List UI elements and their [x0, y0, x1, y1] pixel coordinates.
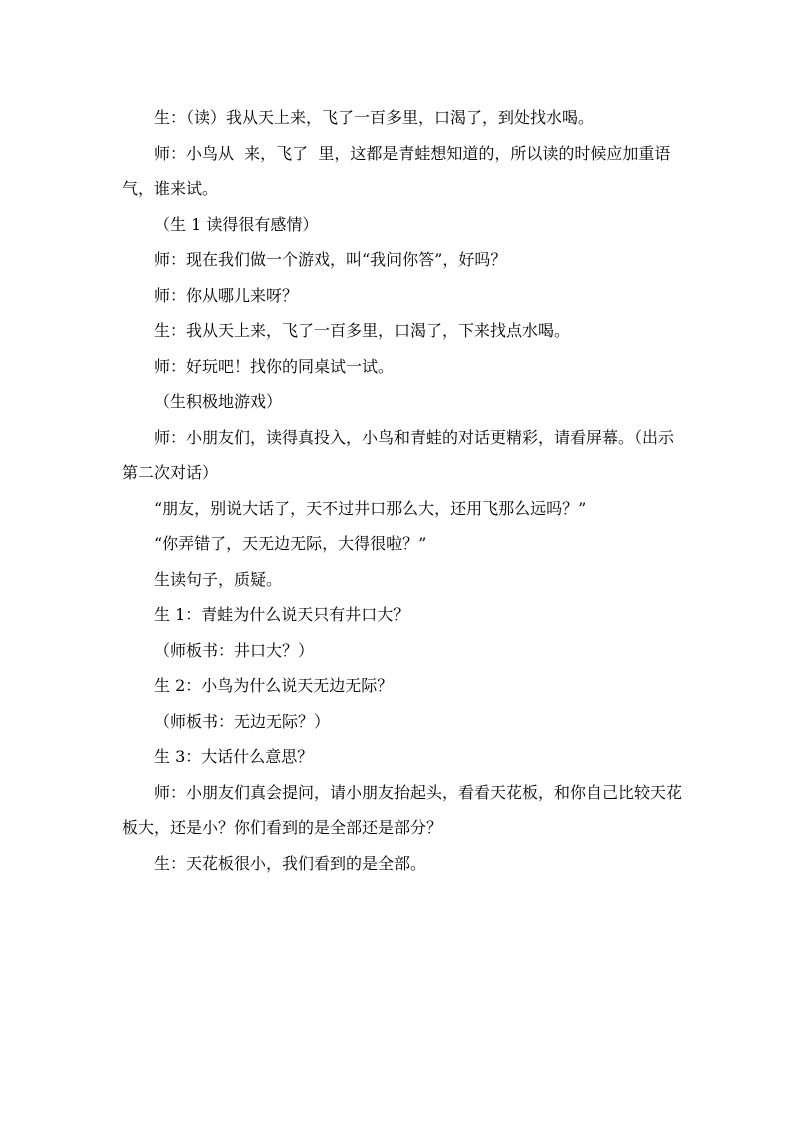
paragraph: 师：小鸟从 来，飞了 里，这都是青蛙想知道的，所以读的时候应加重语气，谁来试。: [122, 143, 671, 198]
paragraph: “朋友，别说大话了，天不过井口那么大，还用飞那么远吗？”: [154, 498, 587, 518]
paragraph: 师：现在我们做一个游戏，叫“我问你答”，好吗？: [154, 250, 507, 269]
paragraph: “你弄错了，天无边无际，大得很啦？”: [154, 534, 427, 553]
paragraph: （生 1 读得很有感情）: [154, 214, 319, 234]
paragraph: 师：好玩吧！找你的同桌试一试。: [154, 356, 395, 376]
paragraph: （师板书：井口大？）: [154, 640, 315, 660]
document-body: [122, 100, 682, 881]
paragraph: （生积极地游戏）: [154, 392, 283, 411]
paragraph: 生：天花板很小，我们看到的是全部。: [154, 853, 427, 873]
paragraph: 生：（读）我从天上来，飞了一百多里，口渴了，到处找水喝。: [154, 108, 595, 127]
paragraph: 师：小朋友们真会提问，请小朋友抬起头，看看天花板，和你自己比较天花板大，还是小？你们看到的是全部还是部分？: [122, 782, 683, 837]
paragraph: 师：小朋友们，读得真投入，小鸟和青蛙的对话更精彩，请看屏幕。（出示第二次对话）: [122, 427, 675, 482]
paragraph: 生 1：青蛙为什么说天只有井口大？: [154, 605, 410, 624]
paragraph: 生读句子，质疑。: [154, 569, 283, 589]
paragraph: 生：我从天上来，飞了一百多里，口渴了，下来找点水喝。: [154, 321, 571, 340]
paragraph: 师：你从哪儿来呀？: [154, 285, 299, 305]
paragraph: 生 2：小鸟为什么说天无边无际？: [154, 676, 394, 695]
paragraph: （师板书：无边无际？）: [154, 711, 331, 731]
paragraph: 生 3：大话什么意思？: [154, 747, 314, 766]
